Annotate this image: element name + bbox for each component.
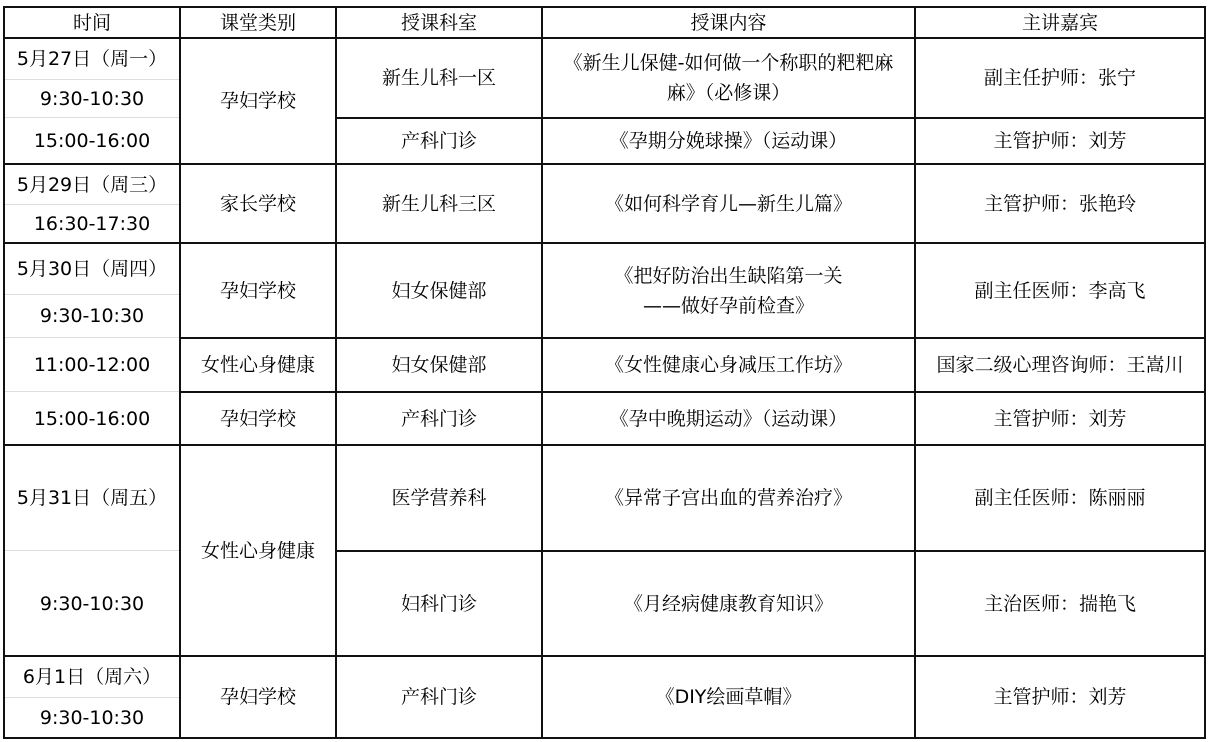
department-cell: 新生儿科三区: [381, 192, 496, 215]
schedule-date: 5月30日（周四）: [16, 258, 168, 280]
department-cell: 产科门诊: [400, 686, 477, 708]
category-cell: 孕妇学校: [219, 686, 296, 708]
department-cell: 医学营养科: [391, 487, 487, 509]
speaker-cell: 主治医师：揣艳飞: [983, 592, 1136, 615]
content-line: 《新生儿保健-如何做一个称职的粑粑麻: [563, 52, 894, 74]
speaker-cell: 主管护师：刘芳: [993, 686, 1127, 708]
sub-line: [4, 117, 179, 118]
category-cell: 家长学校: [219, 192, 296, 215]
header-time: 时间: [72, 11, 111, 34]
content-line: 麻》（必修课）: [666, 82, 791, 104]
speaker-cell: 主管护师：刘芳: [993, 407, 1127, 430]
category-cell: 女性心身健康: [200, 354, 315, 376]
content-cell: 《女性健康心身减压工作坊》: [604, 354, 852, 376]
schedule-time: 15:00-16:00: [33, 407, 151, 430]
category-cell: 孕妇学校: [219, 279, 296, 302]
speaker-cell: 主管护师：张艳玲: [983, 192, 1136, 215]
content-line: 《把好防治出生缺陷第一关: [614, 264, 843, 287]
category-cell: 孕妇学校: [219, 90, 296, 112]
schedule-time: 9:30-10:30: [39, 592, 145, 615]
schedule-date: 6月1日（周六）: [22, 666, 162, 688]
schedule-date: 5月27日（周一）: [16, 48, 168, 70]
speaker-cell: 副主任医师：陈丽丽: [974, 487, 1146, 509]
schedule-time: 16:30-17:30: [33, 212, 151, 235]
header-content: 授课内容: [690, 11, 767, 34]
department-cell: 妇女保健部: [391, 279, 487, 302]
schedule-date: 5月29日（周三）: [16, 173, 168, 196]
v-border: [1204, 6, 1206, 739]
department-cell: 产科门诊: [400, 407, 477, 430]
department-cell: 妇科门诊: [400, 592, 477, 615]
content-cell: [543, 39, 914, 117]
content-cell: 《孕期分娩球操》（运动课）: [609, 130, 848, 152]
department-cell: 产科门诊: [400, 130, 477, 152]
sub-line: [4, 391, 179, 392]
header-department: 授课科室: [400, 11, 477, 34]
sub-line: [4, 550, 179, 551]
speaker-cell: 主管护师：刘芳: [993, 130, 1127, 152]
schedule-date: 5月31日（周五）: [16, 487, 168, 509]
schedule-time: 9:30-10:30: [39, 706, 145, 729]
header-category: 课堂类别: [219, 11, 296, 34]
schedule-time: 11:00-12:00: [33, 354, 151, 376]
speaker-cell: 副主任护师：张宁: [983, 67, 1136, 89]
speaker-cell: 副主任医师：李高飞: [974, 279, 1146, 302]
speaker-cell: 国家二级心理咨询师：王嵩川: [936, 354, 1184, 376]
category-cell: 孕妇学校: [219, 407, 296, 430]
content-cell: 《异常子宫出血的营养治疗》: [604, 487, 852, 509]
category-cell: 女性心身健康: [200, 539, 315, 562]
content-cell: 《如何科学育儿—新生儿篇》: [604, 192, 852, 215]
content-cell: 《孕中晚期运动》（运动课）: [609, 407, 848, 430]
schedule-time: 9:30-10:30: [39, 87, 145, 110]
content-line: ——做好孕前检查》: [642, 294, 814, 317]
department-cell: 妇女保健部: [391, 354, 487, 376]
sub-line: [4, 337, 179, 338]
content-cell: [543, 244, 914, 337]
h-border: [3, 737, 1206, 739]
schedule-time: 9:30-10:30: [39, 305, 145, 327]
content-cell: 《DIY绘画草帽》: [655, 686, 802, 708]
schedule-time: 15:00-16:00: [33, 130, 151, 152]
department-cell: 新生儿科一区: [381, 67, 496, 89]
content-cell: 《月经病健康教育知识》: [623, 592, 833, 615]
header-speaker: 主讲嘉宾: [1021, 11, 1098, 34]
